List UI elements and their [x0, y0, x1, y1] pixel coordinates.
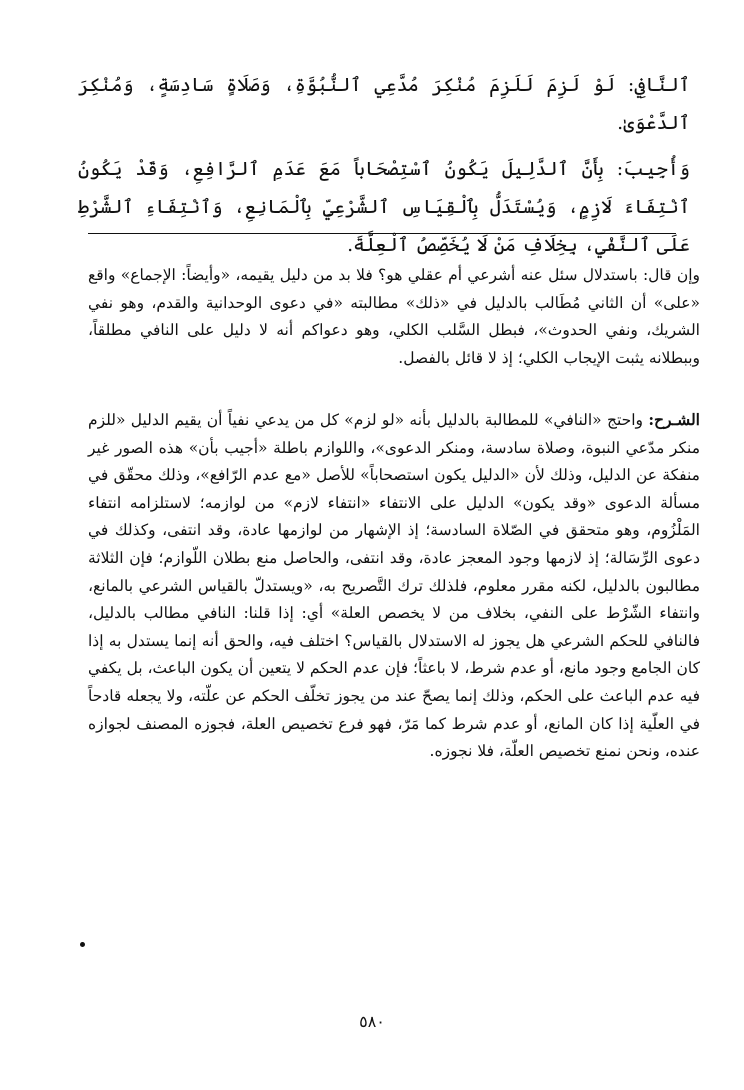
matn-paragraph-2: وَأُجِيبَ: بِأَنَّ ٱلدَّلِيلَ يَكُونُ ٱسْتِصْحَاباً مَعَ عَدَمِ ٱلرَّافِعِ، وَقَدْ يَكُونُ ٱنْتِفَاءَ لَازِمٍ، وَيُسْتَدَلُّ بِٱلْقِيَاسِ ٱلشَّرْعِيِّ بِٱلْمَانِعِ، وَٱنْتِفَاءِ ٱلشَّرْطِ عَلَى ٱلنَّفْيِ، بِخِلَافِ مَنْ لَا يُخَصِّصُ ٱلْعِلَّةَ. [78, 158, 690, 256]
matn-paragraph-1: ٱلنَّافِي: لَوْ لَزِمَ لَلَزِمَ مُنْكِرَ مُدَّعِي ٱلنُّبُوَّةِ، وَصَلَاةٍ سَادِسَةٍ، وَمُنْكِرَ ٱلدَّعْوَىٰ. [78, 74, 690, 134]
separator-line [88, 233, 676, 234]
commentary-label: الشـرح: [648, 410, 700, 429]
matn-section [78, 66, 690, 272]
commentary-section [88, 406, 700, 766]
intro-section [88, 262, 700, 372]
intro-paragraph: وإن قال: باستدلال سئل عنه أشرعي أم عقلي هو؟ فلا بد من دليل يقيمه، «وأيضاً: الإجماع» واقع «على» أن الثاني مُطَالب بالدليل في «ذلك» مطالبته «في دعوى الوحدانية والقدم، وهو نفي الشريك، ونفي الحدوث»، فبطل السَّلب الكلي، وهو دعواكم أنه لا دليل على النافي مطلقاً، وببطلانه يثبت الإيجاب الكلي؛ إذ لا قائل بالفصل. [88, 266, 700, 367]
commentary-text: واحتج «النافي» للمطالبة بالدليل بأنه «لو لزم» كل من يدعي نفياً أن يقيم الدليل «للزم منكر مدّعي النبوة، وصلاة سادسة، ومنكر الدعوى»، واللوازم باطلة «أجيب بأن» هذه الصور غير منفكة عن الدليل، وذلك لأن «الدليل يكون استصحاباً» للأصل «مع عدم الرّافع»، وذلك محقّق في مسألة الدعوى «وقد يكون» الدليل على الانتفاء «انتفاء لازم» من لوازمه؛ لاستلزامه انتفاء المَلْزُوم، وهو متحقق في الصّلاة السادسة؛ إذ الإشهار من لوازمها عادة، وقد انتفى، وكذلك في دعوى الرِّسَالة؛ إذ لازمها وجود المعجز عادة، وقد انتفى، والحاصل منع بطلان اللّوازم؛ فإن الثلاثة مطالبون بالدليل، لكنه مقرر معلوم، فلذلك ترك التَّصريح به، «ويستدلّ بالقياس الشرعي بالمانع، وانتفاء الشّرْط على النفي، بخلاف من لا يخصص العلة» أي: إذا قلنا: النافي مطالب بالدليل، فالنافي للحكم الشرعي هل يجوز له الاستدلال بالقياس؟ اختلف فيه، والحق أنه إنما يستدل به إذا كان الجامع وجود مانع، أو عدم شرط، لا باعثاً؛ فإن عدم الحكم لا يتعين أن يكون الباعث، بل يكفي فيه عدم الباعث على الحكم، وذلك إنما يصحّ عند من يجوز تخلّف الحكم عن علّته، ولا يجعله قادحاً في العلّية إذا كان المانع، أو عدم شرط كما مَرّ، فهو فرع تخصيص العلة، فجوزه المصنف لجوازه عنده، ونحن نمنع تخصيص العلّة، فلا نجوزه. [88, 411, 700, 761]
page-number: ٥٨٠ [359, 1012, 385, 1031]
commentary-paragraph [88, 406, 700, 766]
margin-dot [80, 942, 85, 947]
